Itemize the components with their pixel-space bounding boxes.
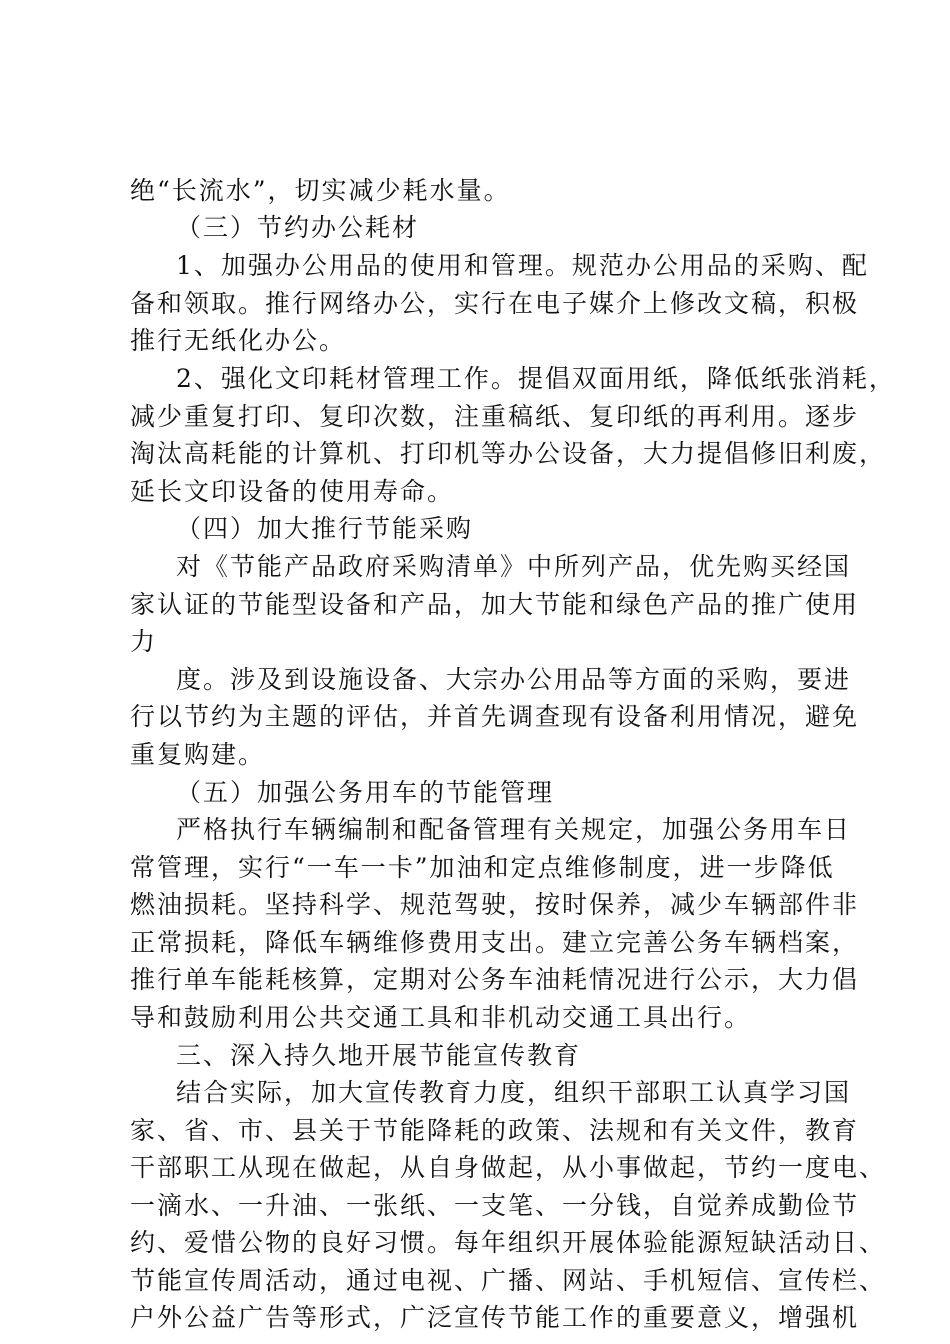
text-line: 对《节能产品政府采购清单》中所列产品，优先购买经国 [176, 552, 852, 581]
text-line: 延长文印设备的使用寿命。 [130, 477, 455, 506]
section-heading: （三）节约办公耗材 [176, 213, 420, 242]
text-line: 备和领取。推行网络办公，实行在电子媒介上修改文稿，积极 [130, 289, 860, 318]
text-line: 家认证的节能型设备和产品，加大节能和绿色产品的推广使用 [130, 590, 860, 619]
text-line: 节能宣传周活动，通过电视、广播、网站、手机短信、宣传栏、 [130, 1266, 887, 1295]
text-line: 淘汰高耗能的计算机、打印机等办公设备，大力提倡修旧利废， [130, 439, 887, 468]
text-line: 导和鼓励利用公共交通工具和非机动交通工具出行。 [130, 1003, 752, 1032]
section-heading: （五）加强公务用车的节能管理 [176, 778, 555, 807]
text-line: 正常损耗，降低车辆维修费用支出。建立完善公务车辆档案， [130, 928, 860, 957]
text-line: 户外公益广告等形式，广泛宣传节能工作的重要意义，增强机 [130, 1303, 860, 1332]
text-line: 度。涉及到设施设备、大宗办公用品等方面的采购，要进 [176, 665, 852, 694]
text-line: 严格执行车辆编制和配备管理有关规定，加强公务用车日 [176, 815, 852, 844]
text-line: 结合实际，加大宣传教育力度，组织干部职工认真学习国 [176, 1078, 852, 1107]
text-line: 干部职工从现在做起，从自身做起，从小事做起，节约一度电、 [130, 1153, 887, 1182]
text-line: 绝“长流水”，切实减少耗水量。 [130, 176, 511, 205]
section-heading: （四）加大推行节能采购 [176, 514, 474, 543]
text-line: 力 [130, 627, 158, 656]
text-line: 推行单车能耗核算，定期对公务车油耗情况进行公示，大力倡 [130, 965, 860, 994]
text-line: 约、爱惜公物的良好习惯。每年组织开展体验能源短缺活动日、 [130, 1228, 887, 1257]
text-line: 1、加强办公用品的使用和管理。规范办公用品的采购、配 [176, 251, 869, 280]
text-line: 一滴水、一升油、一张纸、一支笔、一分钱，自觉养成勤俭节 [130, 1191, 860, 1220]
section-heading: 三、深入持久地开展节能宣传教育 [176, 1041, 582, 1070]
text-line: 重复购建。 [130, 740, 266, 769]
text-line: 减少重复打印、复印次数，注重稿纸、复印纸的再利用。逐步 [130, 402, 860, 431]
text-line: 常管理，实行“一车一卡”加油和定点维修制度，进一步降低 [130, 853, 835, 882]
text-line: 推行无纸化办公。 [130, 326, 347, 355]
text-line: 燃油损耗。坚持科学、规范驾驶，按时保养，减少车辆部件非 [130, 890, 860, 919]
text-line: 家、省、市、县关于节能降耗的政策、法规和有关文件，教育 [130, 1116, 860, 1145]
text-line: 2、强化文印耗材管理工作。提倡双面用纸，降低纸张消耗， [176, 364, 896, 393]
text-line: 行以节约为主题的评估，并首先调查现有设备利用情况，避免 [130, 702, 860, 731]
